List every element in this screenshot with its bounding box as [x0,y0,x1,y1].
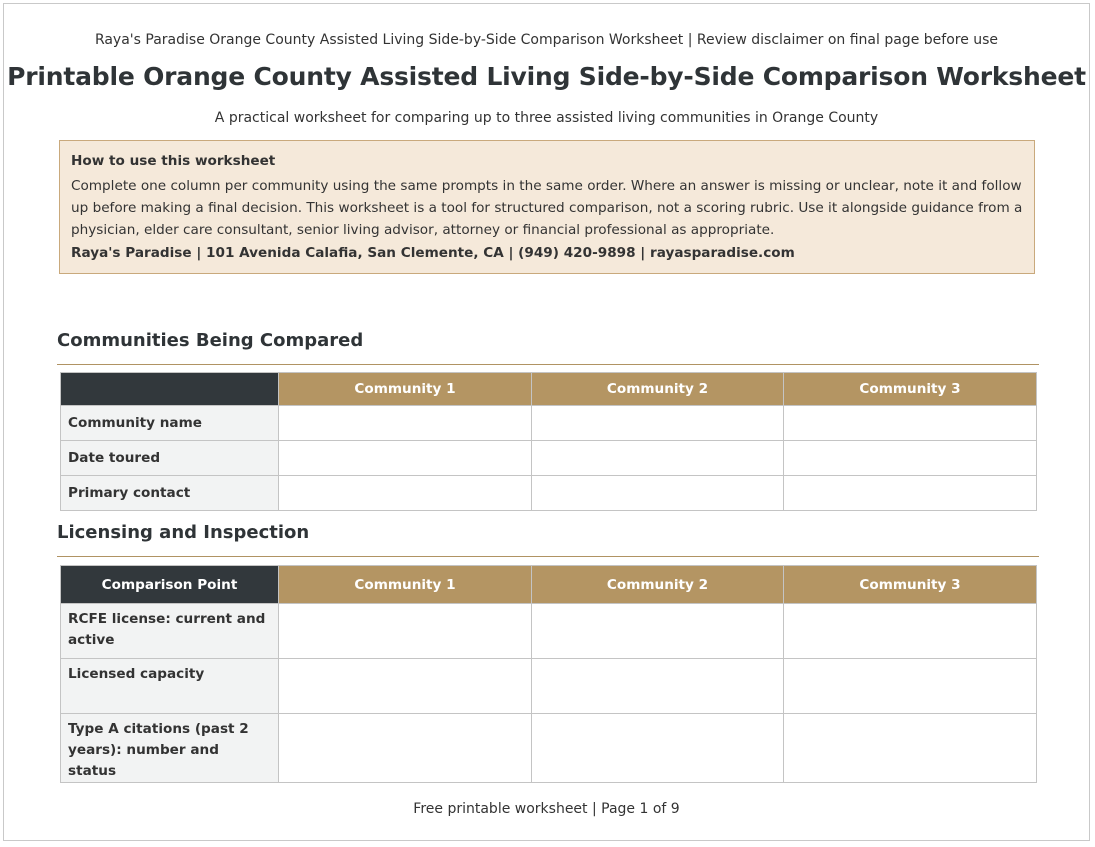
column-header-community-3: Community 3 [784,566,1037,604]
how-to-body: Complete one column per community using the same prompts in the same order. Where an answer is missing or unclear, note it and follow up before making a final decision. This worksheet is a tool for structured comparison, not a scoring rubric. Use it alongside guidance from a physician, elder care consultant, senior living advisor, attorney or financial professional as appropriate. [71,178,1023,238]
row-label-date-toured: Date toured [61,441,279,476]
table-header-row [61,373,1037,406]
section-heading-licensing: Licensing and Inspection [57,522,310,543]
entry-cell[interactable] [532,476,784,511]
table-row [61,441,1037,476]
table-row [61,476,1037,511]
document-page [3,3,1090,841]
running-header: Raya's Paradise Orange County Assisted Living Side-by-Side Comparison Worksheet | Review disclaimer on final page before use [94,32,999,48]
entry-cell[interactable] [784,406,1037,441]
entry-cell[interactable] [784,604,1037,659]
entry-cell[interactable] [279,604,532,659]
row-label-licensed-capacity: Licensed capacity [61,659,279,714]
page-subtitle: A practical worksheet for comparing up to three assisted living communities in Orange County [214,110,879,126]
table-row [61,659,1037,714]
section-heading-communities: Communities Being Compared [57,330,364,351]
entry-cell[interactable] [279,659,532,714]
entry-cell[interactable] [532,659,784,714]
row-label-primary-contact: Primary contact [61,476,279,511]
entry-cell[interactable] [532,406,784,441]
column-header-community-2: Community 2 [532,566,784,604]
licensing-table [60,565,1037,783]
entry-cell[interactable] [279,476,532,511]
table-row [61,604,1037,659]
row-label-type-a-citations: Type A citations (past 2 years): number and status [61,714,279,783]
communities-table [60,372,1037,511]
entry-cell[interactable] [532,714,784,783]
column-header-community-3: Community 3 [784,373,1037,406]
row-label-rcfe-license: RCFE license: current and active [61,604,279,659]
contact-line: Raya's Paradise | 101 Avenida Calafia, San Clemente, CA | (949) 420-9898 | rayasparadise.com [71,245,795,261]
entry-cell[interactable] [279,441,532,476]
entry-cell[interactable] [279,406,532,441]
table-row [61,406,1037,441]
entry-cell[interactable] [784,659,1037,714]
section-divider [57,364,1039,365]
page-title: Printable Orange County Assisted Living Side-by-Side Comparison Worksheet [7,62,1086,91]
table-header-row [61,566,1037,604]
entry-cell[interactable] [784,441,1037,476]
column-header-comparison-point: Comparison Point [61,566,279,604]
entry-cell[interactable] [532,604,784,659]
page-footer: Free printable worksheet | Page 1 of 9 [413,801,680,817]
entry-cell[interactable] [279,714,532,783]
row-label-community-name: Community name [61,406,279,441]
entry-cell[interactable] [784,714,1037,783]
entry-cell[interactable] [532,441,784,476]
table-row [61,714,1037,783]
column-header-community-2: Community 2 [532,373,784,406]
how-to-heading: How to use this worksheet [71,153,276,169]
section-divider [57,556,1039,557]
how-to-callout [59,140,1035,274]
column-header-community-1: Community 1 [279,373,532,406]
column-header-community-1: Community 1 [279,566,532,604]
column-header-blank [61,373,279,406]
entry-cell[interactable] [784,476,1037,511]
